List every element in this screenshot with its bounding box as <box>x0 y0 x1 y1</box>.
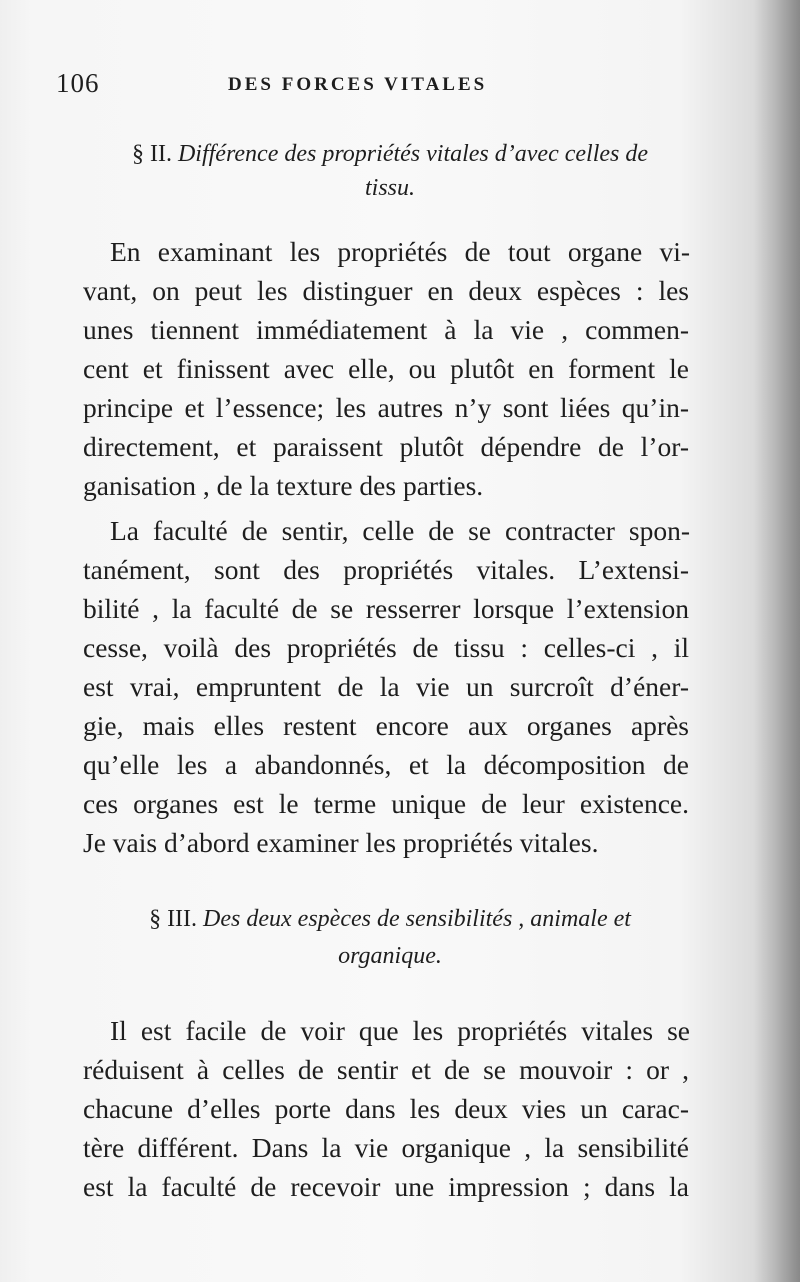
text-line: ganisation , de la texture des parties. <box>83 470 484 501</box>
section-heading-2-cont <box>60 172 720 204</box>
text-line: La faculté de sentir, celle de se contracter spon- <box>110 515 690 546</box>
text-line: réduisent à celles de sentir et de se mouvoir : or , <box>83 1054 689 1085</box>
text-line: principe et l’essence; les autres n’y sont liées qu’in- <box>83 392 689 423</box>
text-line: tère différent. Dans la vie organique , la sensibilité <box>83 1132 689 1163</box>
section-heading-2 <box>60 138 720 170</box>
text-line: est vrai, empruntent de la vie un surcroît d’éner- <box>83 671 689 702</box>
section-title-line: organique. <box>338 943 442 969</box>
text-line: cent et finissent avec elle, ou plutôt en forment le <box>83 353 689 384</box>
text-line: gie, mais elles restent encore aux organes après <box>83 710 689 741</box>
text-line: qu’elle les a abandonnés, et la décomposition de <box>83 749 689 780</box>
text-line: En examinant les propriétés de tout organe vi- <box>110 236 690 267</box>
text-line: bilité , la faculté de se resserrer lorsque l’extension <box>83 593 689 624</box>
text-line: directement, et paraissent plutôt dépendre de l’or- <box>83 431 689 462</box>
text-line: Il est facile de voir que les propriétés vitales se <box>110 1015 690 1046</box>
text-line: tanément, sont des propriétés vitales. L’extensi- <box>83 554 689 585</box>
running-title: DES FORCES VITALES <box>228 74 488 95</box>
text-line: cesse, voilà des propriétés de tissu : celles-ci , il <box>83 632 689 663</box>
text-line: ces organes est le terme unique de leur existence. <box>83 788 689 819</box>
text-line: Je vais d’abord examiner les propriétés vitales. <box>83 827 599 858</box>
section-title-line: tissu. <box>364 175 415 201</box>
section-title-line: Différence des propriétés vitales d’avec celles de <box>177 141 649 167</box>
section-number: § II. <box>131 141 172 167</box>
text-line: vant, on peut les distinguer en deux espèces : les <box>83 275 689 306</box>
text-line: est la faculté de recevoir une impression ; dans la <box>83 1171 689 1202</box>
section-heading-3 <box>60 903 720 935</box>
text-line: chacune d’elles porte dans les deux vies un carac- <box>83 1093 689 1124</box>
section-title-line: Des deux espèces de sensibilités , animale et <box>203 906 631 932</box>
running-head <box>56 68 696 102</box>
section-number: § III. <box>149 906 198 932</box>
page-spine-shadow <box>754 0 800 1282</box>
section-heading-3-cont <box>60 940 720 972</box>
text-line: unes tiennent immédiatement à la vie , commen- <box>83 314 689 345</box>
page-number: 106 <box>56 68 100 98</box>
